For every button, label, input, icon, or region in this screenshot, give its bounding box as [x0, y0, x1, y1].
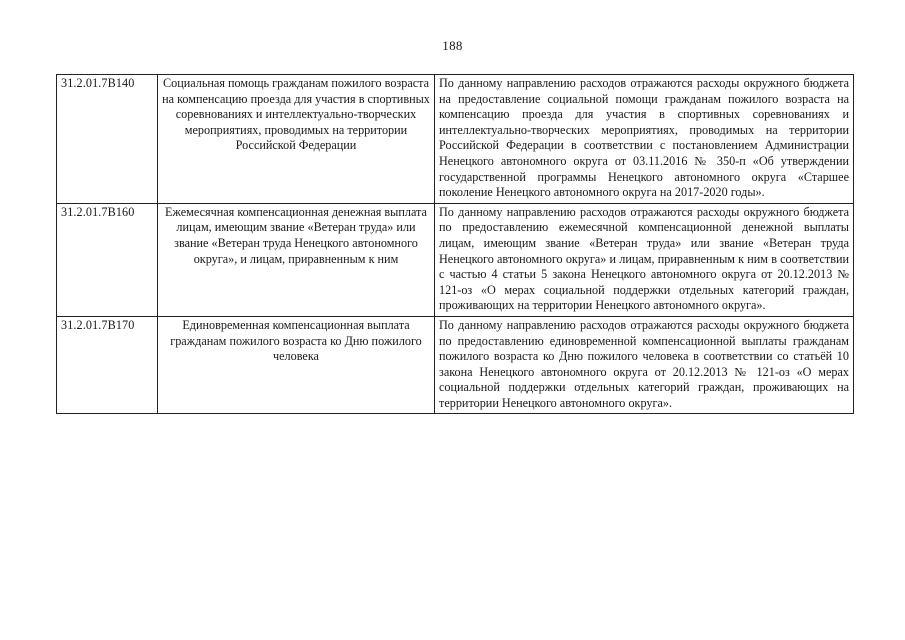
expense-description: По данному направлению расходов отражаются расходы окружного бюджета на предоставление социальной помощи гражданам пожилого возраста на компенсацию проезда для участия в спортивных соревнованиях и интеллектуально-творческих мероприятиях, проводимых на территории Российской Федерации в соответствии с постановлением Администрации Ненецкого автономного округа от 03.11.2016 № 350-п «Об утверждении государственной программы Ненецкого автономного округа «Старшее поколение Ненецкого автономного округа на 2017-2020 годы».: [435, 75, 854, 204]
budget-classification-table: [56, 74, 854, 414]
expense-name: Ежемесячная компенсационная денежная выплата лицам, имеющим звание «Ветеран труда» или звание «Ветеран труда Ненецкого автономного округа», и лицам, приравненным к ним: [158, 203, 435, 316]
expense-code: 31.2.01.7В140: [57, 75, 158, 204]
expense-name: Единовременная компенсационная выплата гражданам пожилого возраста ко Дню пожилого человека: [158, 316, 435, 414]
expense-code: 31.2.01.7В170: [57, 316, 158, 414]
expense-description: По данному направлению расходов отражаются расходы окружного бюджета по предоставлению ежемесячной компенсационной денежной выплаты лицам, имеющим звание «Ветеран труда» или звание «Ветеран труда Ненецкого автономного округа» и лицам, приравненным к ним в соответствии с частью 4 статьи 5 закона Ненецкого автономного округа от 20.12.2013 № 121-оз «О мерах социальной поддержки отдельных категорий граждан, проживающих на территории Ненецкого автономного округа».: [435, 203, 854, 316]
table-row: [57, 203, 854, 316]
expense-code: 31.2.01.7В160: [57, 203, 158, 316]
table-row: [57, 75, 854, 204]
expense-name: Социальная помощь гражданам пожилого возраста на компенсацию проезда для участия в спортивных соревнованиях и интеллектуально-творческих мероприятиях, проводимых на территории Российской Федерации: [158, 75, 435, 204]
page-number: 188: [442, 38, 463, 53]
expense-description: По данному направлению расходов отражаются расходы окружного бюджета по предоставлению единовременной компенсационной выплаты гражданам пожилого возраста ко Дню пожилого человека в соответствии со статьёй 10 закона Ненецкого автономного округа от 20.12.2013 № 121-оз «О мерах социальной поддержки отдельных категорий граждан, проживающих на территории Ненецкого автономного округа».: [435, 316, 854, 414]
table-row: [57, 316, 854, 414]
